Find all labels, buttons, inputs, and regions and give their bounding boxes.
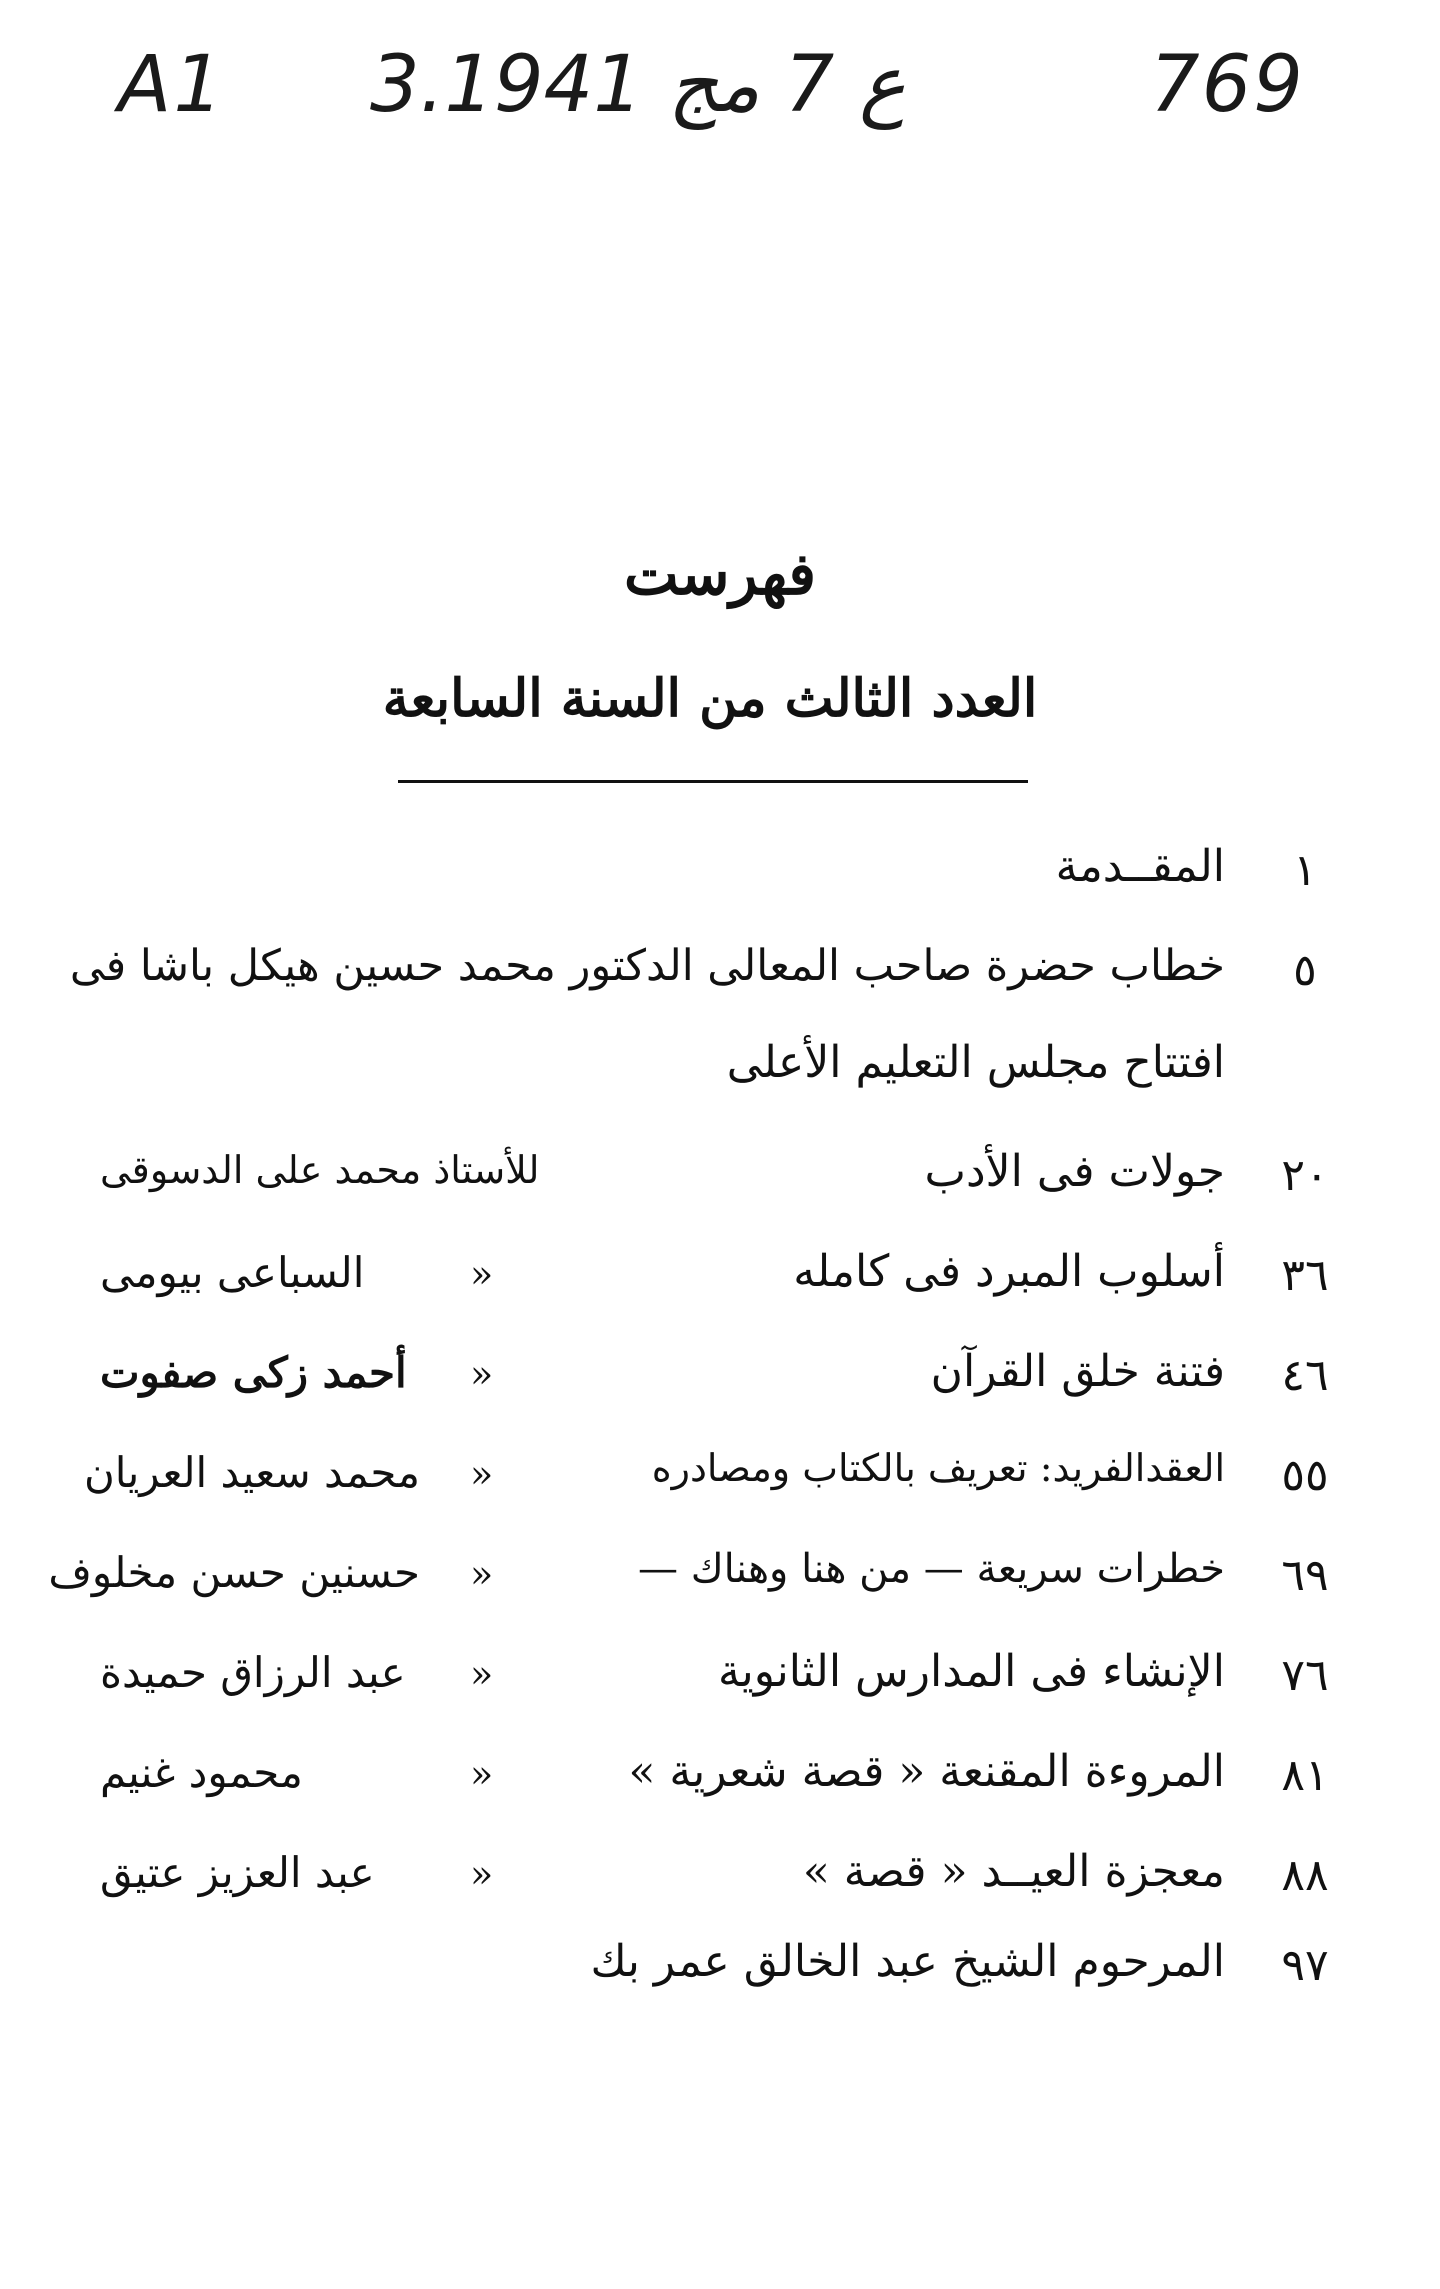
- toc-row: [0, 1930, 1440, 2030]
- toc-title: المرحوم الشيخ عبد الخالق عمر بك: [590, 1936, 1225, 1987]
- toc-author: عبد العزيز عتيق: [100, 1848, 375, 1897]
- toc-ditto-mark: «: [470, 1252, 494, 1296]
- toc-row: [0, 1540, 1440, 1640]
- toc-author: عبد الرزاق حميدة: [100, 1648, 406, 1697]
- toc-title: العقدالفريد: تعريف بالكتاب ومصادره: [651, 1446, 1225, 1490]
- toc-page-number: ٥: [1293, 945, 1317, 996]
- toc-page-number: ٨٨: [1281, 1850, 1329, 1901]
- toc-title: الإنشاء فى المدارس الثانوية: [717, 1646, 1225, 1697]
- toc-title: أسلوب المبرد فى كامله: [793, 1246, 1225, 1297]
- toc-author: حسنين حسن مخلوف: [48, 1548, 420, 1597]
- toc-title: المروءة المقنعة « قصة شعرية »: [628, 1746, 1225, 1797]
- toc-row: [0, 935, 1440, 1135]
- toc-page-number: ٤٦: [1281, 1350, 1329, 1401]
- toc-row: [0, 1640, 1440, 1740]
- toc-author: السباعى بيومى: [100, 1248, 365, 1297]
- toc-ditto-mark: «: [470, 1352, 494, 1396]
- toc-page-number: ٥٥: [1281, 1450, 1329, 1501]
- toc-title: خطاب حضرة صاحب المعالى الدكتور محمد حسين هيكل باشا فى: [69, 941, 1225, 991]
- title-underline: [398, 780, 1028, 783]
- toc-page-number: ١: [1293, 845, 1317, 896]
- toc-author: أحمد زكى صفوت: [100, 1348, 407, 1397]
- toc-row: [0, 1740, 1440, 1840]
- toc-title: المقــدمة: [1055, 841, 1225, 892]
- toc-author: محمد سعيد العريان: [83, 1448, 420, 1497]
- toc-author: محمود غنيم: [100, 1748, 303, 1797]
- handwritten-tag: A1: [118, 40, 225, 130]
- toc-row: [0, 1140, 1440, 1240]
- toc-title: معجزة العيــد « قصة »: [802, 1846, 1225, 1897]
- handwritten-issue: 3.ع 7 مج 1941: [370, 40, 906, 130]
- toc-title: خطرات سريعة — من هنا وهناك —: [638, 1546, 1225, 1592]
- toc-row: [0, 835, 1440, 935]
- toc-ditto-mark: «: [470, 1852, 494, 1896]
- page-subtitle: العدد الثالث من السنة السابعة: [382, 668, 1038, 729]
- toc-page-number: ٢٠: [1281, 1150, 1329, 1201]
- toc-ditto-mark: «: [470, 1452, 494, 1496]
- toc-page-number: ٧٦: [1281, 1650, 1329, 1701]
- toc-page-number: ٣٦: [1281, 1250, 1329, 1301]
- toc-page-number: ٨١: [1281, 1750, 1329, 1801]
- toc-title: جولات فى الأدب: [924, 1146, 1225, 1197]
- toc-author: للأستاذ محمد على الدسوقى: [100, 1148, 540, 1192]
- toc-ditto-mark: «: [470, 1552, 494, 1596]
- toc-row: [0, 1440, 1440, 1540]
- toc-page-number: ٩٧: [1281, 1940, 1329, 1991]
- toc-title: فتنة خلق القرآن: [930, 1346, 1225, 1397]
- toc-row: [0, 1840, 1440, 1940]
- toc-title-continued: افتتاح مجلس التعليم الأعلى: [726, 1037, 1225, 1088]
- toc-ditto-mark: «: [470, 1752, 494, 1796]
- toc-row: [0, 1340, 1440, 1440]
- toc-page-number: ٦٩: [1281, 1550, 1329, 1601]
- toc-ditto-mark: «: [470, 1652, 494, 1696]
- handwritten-page-number: 769: [1150, 40, 1305, 130]
- page-title: فهرست: [623, 540, 816, 608]
- toc-row: [0, 1240, 1440, 1340]
